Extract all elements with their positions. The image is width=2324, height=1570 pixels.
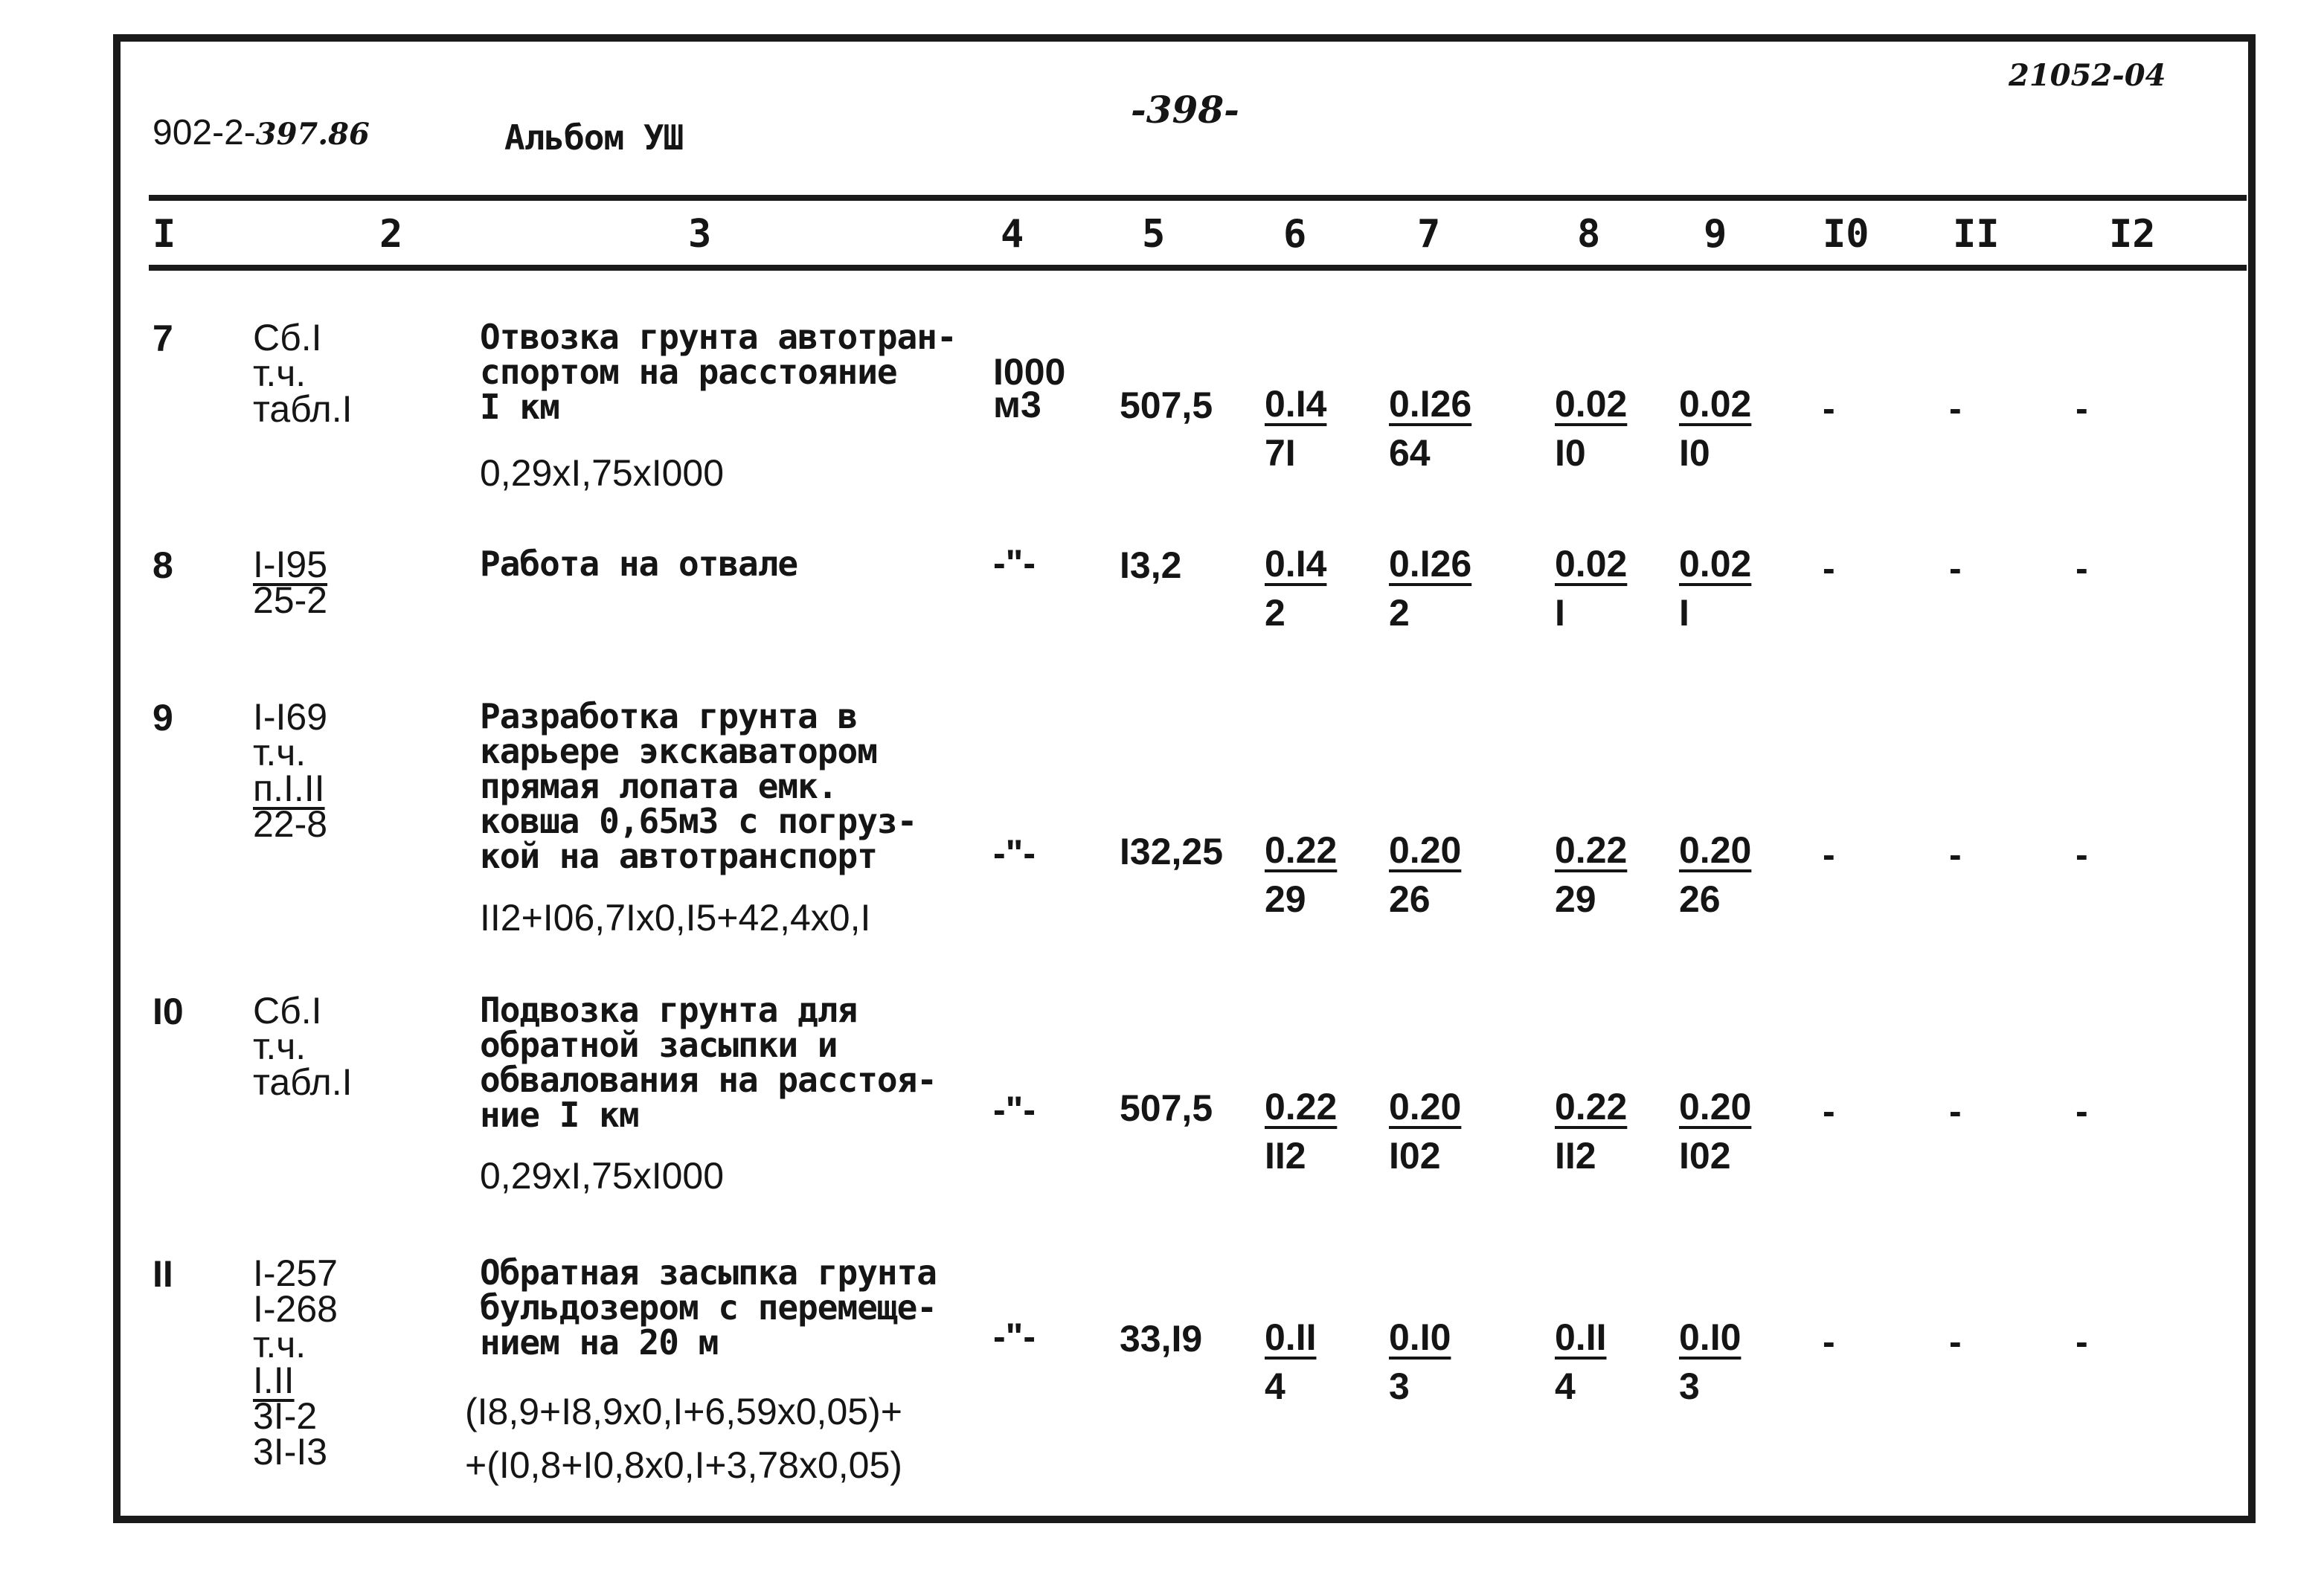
fraction-numerator: 0.02 [1555, 543, 1628, 585]
work-description-line: спортом на расстояние [480, 352, 897, 392]
volume-calculation [465, 1385, 902, 1492]
album-label: Альбом УШ [504, 118, 684, 158]
column-number: 7 [1417, 212, 1441, 257]
norm-reference-line: т.ч. [253, 353, 306, 394]
empty-value-c12: - [2076, 387, 2088, 429]
fraction-denominator: 29 [1265, 878, 1306, 920]
unit [993, 1316, 1036, 1357]
value-fraction-c6 [1265, 1313, 1316, 1411]
volume-calculation [480, 1149, 724, 1203]
fraction-denominator: 2 [1389, 592, 1410, 634]
column-number: II [1953, 212, 2000, 257]
norm-reference-line: I-268 [253, 1288, 338, 1330]
top-rule [149, 195, 2247, 201]
fraction-numerator: 0.20 [1679, 829, 1752, 871]
norm-reference-line: т.ч. [253, 732, 306, 773]
fraction-denominator: II2 [1555, 1135, 1596, 1177]
volume-calculation [480, 446, 724, 500]
norm-reference [253, 1252, 338, 1473]
column-number: 2 [379, 212, 403, 257]
work-description-line: Подвозка грунта для [480, 990, 858, 1030]
work-description-line: Разработка грунта в [480, 696, 858, 736]
value-fraction-c7 [1389, 379, 1471, 477]
norm-reference-line: Сб.I [253, 317, 322, 358]
empty-value-c11: - [1949, 1321, 1962, 1363]
fraction-denominator: I [1679, 592, 1689, 634]
column-number: 8 [1577, 212, 1601, 257]
quantity: I3,2 [1120, 544, 1182, 586]
volume-calculation [480, 891, 870, 945]
fraction-denominator: 2 [1265, 592, 1285, 634]
quantity: 33,I9 [1120, 1318, 1203, 1360]
value-fraction-c6 [1265, 539, 1326, 637]
empty-value-c10: - [1823, 387, 1835, 429]
empty-value-c12: - [2076, 1321, 2088, 1363]
volume-calculation-line: 0,29xI,75xI000 [480, 1155, 725, 1197]
column-number: 9 [1704, 212, 1727, 257]
value-fraction-c8 [1555, 379, 1627, 477]
empty-value-c11: - [1949, 834, 1962, 875]
work-description-line: Отвозка грунта автотран- [480, 317, 957, 357]
norm-reference-line: I-257 [253, 1252, 338, 1294]
volume-calculation-line: +(I0,8+I0,8x0,I+3,78x0,05) [465, 1444, 902, 1486]
column-number: I0 [1823, 212, 1869, 257]
header-rule [149, 265, 2247, 271]
work-description-line: обвалования на расстоя- [480, 1060, 937, 1100]
fraction-numerator: 0.I26 [1389, 543, 1472, 585]
empty-value-c10: - [1823, 547, 1835, 589]
quantity: 507,5 [1120, 1087, 1213, 1129]
work-description-line: Обратная засыпка грунта [480, 1252, 937, 1293]
empty-value-c11: - [1949, 387, 1962, 429]
norm-reference-line: табл.I [253, 1061, 353, 1103]
doc-code-printed: 902-2- [153, 113, 256, 152]
empty-value-c10: - [1823, 1090, 1835, 1132]
fraction-denominator: I0 [1679, 432, 1710, 474]
work-description [480, 696, 917, 876]
fraction-denominator: 26 [1679, 878, 1721, 920]
fraction-numerator: 0.20 [1679, 1086, 1752, 1127]
fraction-numerator: 0.II [1555, 1316, 1607, 1358]
volume-calculation-line: 0,29xI,75xI000 [480, 452, 725, 494]
fraction-denominator: 4 [1555, 1365, 1576, 1407]
value-fraction-c6 [1265, 379, 1326, 477]
norm-reference-line: 3I-I3 [253, 1431, 328, 1473]
quantity: I32,25 [1120, 831, 1224, 872]
value-fraction-c9 [1679, 379, 1751, 477]
norm-reference-line: 22-8 [253, 803, 328, 845]
work-description [480, 990, 937, 1135]
column-number: 6 [1283, 212, 1307, 257]
fraction-denominator: 29 [1555, 878, 1596, 920]
fraction-numerator: 0.22 [1265, 829, 1338, 871]
work-description-line: ние I км [480, 1095, 639, 1135]
norm-reference-line: табл.I [253, 388, 353, 430]
empty-value-c11: - [1949, 547, 1962, 589]
column-number: 3 [688, 212, 712, 257]
empty-value-c12: - [2076, 1090, 2088, 1132]
work-description [480, 317, 957, 427]
unit-line: м3 [993, 384, 1041, 425]
fraction-numerator: 0.22 [1555, 1086, 1628, 1127]
norm-reference-line: т.ч. [253, 1026, 306, 1067]
fraction-numerator: 0.I4 [1265, 383, 1327, 425]
volume-calculation-line: (I8,9+I8,9x0,I+6,59x0,05)+ [465, 1391, 902, 1432]
unit [993, 1089, 1036, 1130]
page-frame [113, 34, 2256, 1523]
fraction-denominator: II2 [1265, 1135, 1306, 1177]
work-description-line: бульдозером с перемеще- [480, 1287, 937, 1328]
value-fraction-c6 [1265, 1082, 1337, 1180]
unit [993, 832, 1036, 874]
value-fraction-c9 [1679, 1082, 1751, 1180]
empty-value-c12: - [2076, 547, 2088, 589]
unit-line: -"- [993, 832, 1036, 874]
empty-value-c11: - [1949, 1090, 1962, 1132]
fraction-denominator: 26 [1389, 878, 1431, 920]
norm-reference-line: Сб.I [253, 990, 322, 1032]
work-description-line: кой на автотранспорт [480, 836, 877, 876]
work-description-line: прямая лопата емк. [480, 766, 838, 806]
norm-reference-line: т.ч. [253, 1324, 306, 1365]
fraction-numerator: 0.20 [1389, 1086, 1462, 1127]
unit [993, 542, 1036, 584]
page-number: -398- [1131, 88, 1239, 132]
column-number: 5 [1142, 212, 1166, 257]
value-fraction-c7 [1389, 1313, 1451, 1411]
empty-value-c12: - [2076, 834, 2088, 875]
unit-line: I000 [993, 351, 1066, 393]
norm-reference [253, 317, 353, 430]
work-description-line: Работа на отвале [480, 544, 798, 584]
norm-reference [253, 696, 328, 845]
fraction-denominator: I02 [1389, 1135, 1441, 1177]
fraction-numerator: 0.02 [1679, 543, 1752, 585]
fraction-denominator: 4 [1265, 1365, 1285, 1407]
fraction-denominator: 3 [1389, 1365, 1410, 1407]
value-fraction-c6 [1265, 826, 1337, 924]
row-number: 8 [153, 544, 173, 586]
norm-reference-line: I.II [253, 1360, 295, 1401]
work-description-line: нием на 20 м [480, 1322, 719, 1363]
norm-reference-line: п.I.II [253, 768, 325, 809]
work-description-line: I км [480, 387, 559, 427]
doc-code [153, 112, 370, 153]
fraction-numerator: 0.20 [1389, 829, 1462, 871]
empty-value-c10: - [1823, 1321, 1835, 1363]
work-description [480, 1252, 937, 1363]
fraction-denominator: I [1555, 592, 1565, 634]
unit-line: -"- [993, 1316, 1036, 1357]
value-fraction-c7 [1389, 826, 1461, 924]
empty-value-c10: - [1823, 834, 1835, 875]
row-number: II [153, 1253, 173, 1295]
fraction-denominator: I0 [1555, 432, 1586, 474]
norm-reference [253, 544, 328, 621]
row-number: I0 [153, 991, 184, 1032]
value-fraction-c8 [1555, 1313, 1606, 1411]
value-fraction-c8 [1555, 1082, 1627, 1180]
unit [993, 351, 1066, 425]
value-fraction-c9 [1679, 826, 1751, 924]
corner-code: 21052-04 [2009, 58, 2166, 93]
unit-line: -"- [993, 542, 1036, 584]
value-fraction-c8 [1555, 539, 1627, 637]
fraction-denominator: I02 [1679, 1135, 1731, 1177]
quantity: 507,5 [1120, 385, 1213, 426]
work-description [480, 544, 798, 584]
value-fraction-c7 [1389, 539, 1471, 637]
value-fraction-c7 [1389, 1082, 1461, 1180]
work-description-line: ковша 0,65м3 с погруз- [480, 801, 917, 841]
column-number: 4 [1001, 212, 1024, 257]
work-description-line: обратной засыпки и [480, 1025, 838, 1065]
norm-reference [253, 990, 353, 1103]
value-fraction-c8 [1555, 826, 1627, 924]
doc-code-handwritten: 397.86 [255, 117, 370, 152]
row-number: 7 [153, 318, 173, 359]
fraction-denominator: 7I [1265, 432, 1296, 474]
norm-reference-line: 3I-2 [253, 1395, 318, 1437]
norm-reference-line: I-I69 [253, 696, 328, 738]
fraction-numerator: 0.02 [1555, 383, 1628, 425]
fraction-numerator: 0.02 [1679, 383, 1752, 425]
value-fraction-c9 [1679, 539, 1751, 637]
column-number: I [153, 212, 176, 257]
volume-calculation-line: II2+I06,7Ix0,I5+42,4x0,I [480, 897, 871, 939]
row-number: 9 [153, 697, 173, 739]
fraction-numerator: 0.II [1265, 1316, 1317, 1358]
unit-line: -"- [993, 1089, 1036, 1130]
norm-reference-line: 25-2 [253, 579, 328, 621]
value-fraction-c9 [1679, 1313, 1741, 1411]
fraction-numerator: 0.I0 [1679, 1316, 1742, 1358]
fraction-numerator: 0.22 [1555, 829, 1628, 871]
norm-reference-line: I-I95 [253, 544, 328, 585]
fraction-numerator: 0.I4 [1265, 543, 1327, 585]
fraction-denominator: 3 [1679, 1365, 1700, 1407]
column-number: I2 [2109, 212, 2156, 257]
fraction-numerator: 0.22 [1265, 1086, 1338, 1127]
work-description-line: карьере экскаватором [480, 731, 877, 771]
fraction-denominator: 64 [1389, 432, 1431, 474]
fraction-numerator: 0.I0 [1389, 1316, 1451, 1358]
fraction-numerator: 0.I26 [1389, 383, 1472, 425]
